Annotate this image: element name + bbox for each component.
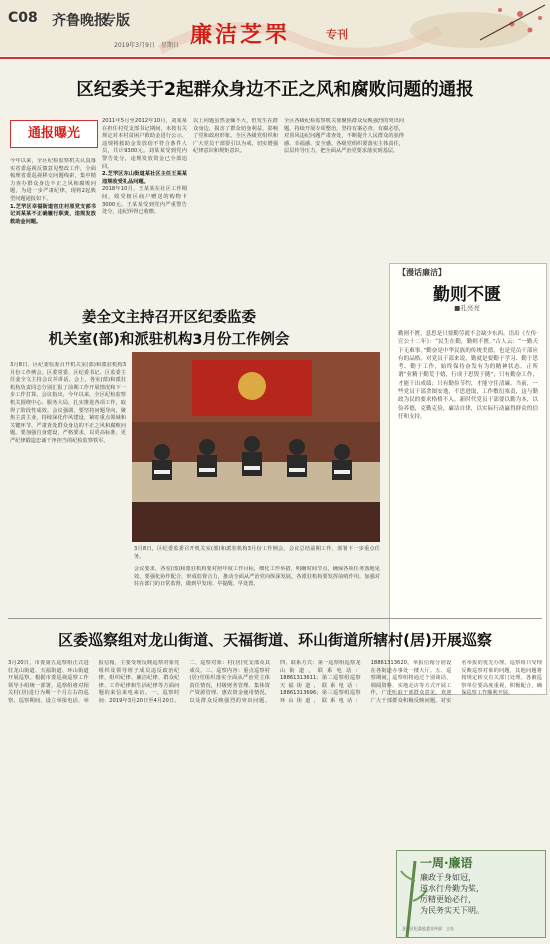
page-header: [0, 0, 550, 54]
article1-column-4: [284, 118, 404, 298]
section-name: 专版: [102, 13, 130, 29]
commentary-author: ■孔亮亮: [454, 304, 480, 312]
article1-case1-title: 1.芝罘区幸福街道官庄村原党支部书记刘某某不正确履行职责，违规发放救助金问题。: [10, 203, 96, 225]
section-divider: [8, 618, 542, 619]
commentary-body: 勤则不匮，意思是只要勤劳就不会缺少东西。语出《左传·宣公十二年》：“民生在勤，勤则不匮。”古人云：“一勤天下无难事。”勤奋是中华民族的传统美德，也是党员干部应有的品格。对党员干部来说，勤就是要勤于学习、勤于思考、勤于工作，始终保持奋发有为的精神状态。正所谓“业精于勤荒于嬉，行成于思毁于随”，只有勤奋工作，才能干出成绩；只有勤俭节约，才能守住清廉。当前，一些党员干部贪图安逸，不思进取，工作敷衍塞责，这与勤政为民的要求格格不入。新时代党员干部要以勤为本，以俭养德，克勤克俭，廉洁自律，以实际行动赢得群众的信任和支持。: [398, 331, 538, 420]
article1-case2-text: 2018年10月，王某某在社区工作期间，收受辖区商户赠送的购物卡3000元。王某某受到党内严重警告处分，违纪所得已收缴。: [102, 186, 187, 216]
article2-headline-line1: 姜全文主持召开区纪委监委: [82, 310, 256, 326]
article2-body-left-text: 3月8日，区纪委监委召开机关室(部)和派驻机构3月份工作例会。区委常委、区纪委书记、区监委主任姜全文主持会议并讲话。会上，各室(部)和派驻机构负责同志分别汇报了前期工作开展情况和下一步工作打算。会议指出，今年以来，全区纪检监察机关围绕中心、服务大局，扎实推进各项工作，取得了阶段性成效。会议强调，要坚持问题导向，聚焦主责主业，持续深化作风建设，紧盯重点领域和关键环节，严肃查处群众身边的不正之风和腐败问题。要加强自身建设，严格要求，以更高标准、更严纪律锻造忠诚干净担当的纪检监察铁军。: [10, 362, 126, 444]
column-title: 廉洁芝罘: [190, 22, 291, 48]
commentary-title: 勤则不匮: [433, 285, 501, 305]
motto-line-4: 为民务实天下明。: [420, 906, 484, 915]
article1-requirement: 全区各级纪检监察机关要聚焦群众反映强烈的突出问题，持续开展专项整治，坚持有案必查、有腐必惩，对顶风违纪问题严肃查处，不断提升人民群众的获得感、幸福感、安全感。各级党组织要落实主体责任，层层传导压力，把全面从严治党要求落实到基层。: [284, 118, 404, 155]
article3-headline: 区委巡察组对龙山街道、天福街道、环山街道所辖村(居)开展巡察: [58, 631, 492, 649]
date-line: 2019年3月9日 星期日: [114, 42, 179, 49]
article1-analysis: 以上问题虽然金额不大，但发生在群众身边，损害了群众切身利益，影响了党和政府形象。全区各级党组织和广大党员干部要引以为戒，切实增强纪律意识和规矩意识。: [193, 118, 278, 155]
bulletin-tag: 通报曝光: [10, 120, 98, 148]
meeting-photo-image: [132, 352, 380, 542]
article1-case2-title: 2.芝罘区东山街道某社区主任王某某违规收受礼品问题。: [102, 171, 187, 185]
motto-text: [420, 872, 540, 916]
article2-body-left: [10, 362, 126, 608]
top-rule: [0, 57, 550, 59]
motto-title: 一周·廉语: [420, 856, 473, 870]
article1-column-1: [10, 158, 96, 298]
main-headline: 区纪委关于2起群众身边不正之风和腐败问题的通报: [76, 80, 474, 100]
article2-headline-line2: 机关室(部)和派驻机构3月份工作例会: [48, 332, 290, 348]
paper-name: 齐鲁晚报: [52, 13, 108, 29]
article1-lead: 今年以来，全区纪检监察机关认真落实省委巡视反馈意见整改工作，全面梳理省委巡视移交问题线索，集中精力查办群众身边不正之风和腐败问题，为进一步严肃纪律，现将2起典型问题通报如下。: [10, 158, 96, 202]
commentary-tag: 【漫话廉洁】: [398, 268, 446, 277]
motto-line-2: 逆水行舟勤为桨，: [420, 884, 484, 893]
article2-headline: [14, 307, 324, 351]
page-number: C08: [8, 10, 38, 26]
meeting-photo: [132, 352, 380, 542]
article3-body-text: 3月20日，市委第五巡察组正式进驻龙山街道、天福街道、环山街道开展巡察。根据市委巡视巡察工作领导小组统一部署，巡察组将对相关村(居)进行为期一个月左右的巡察。巡察期间，设立举报电话、举报信箱，主要受理反映巡察对象党组织及领导班子成员违反政治纪律、组织纪律、廉洁纪律、群众纪律、工作纪律和生活纪律等方面问题的来信来电来访。一、巡察时间：2019年3月20日至4月20日。二、巡察对象：村(居)党支部及其成员。三、巡察内容：重点巡察村(居)党组织落实全面从严治党主体责任情况，村级财务管理、集体资产资源管理、惠农资金使用情况，以及群众反映强烈的突出问题。四、联系方式：第一巡察组巡察龙山街道，联系电话：18861313611；第二巡察组巡察天福街道，联系电话：18861313696；第三巡察组巡察环山街道，联系电话：18861313620。举报信箱分别设在各街道办事处一楼大厅。五、巡察期间，巡察组将通过个别谈话、调阅资料、实地走访等方式开展工作，广泛听取干部群众意见。欢迎广大干部群众积极反映问题，对实名举报的优先办理。巡察组只受理反映巡察对象的问题，其他问题将按规定转交有关部门处理。各被巡察单位要高度重视，积极配合，确保巡察工作顺利开展。: [8, 660, 542, 704]
motto-credit: 芝罘区纪委监委宣传部 主办: [402, 926, 454, 931]
article2-body-right: [134, 566, 380, 610]
photo-caption: 3月8日，区纪委监委召开机关室(部)和派驻机构3月份工作例会，会议总结前期工作，部署下一步重点任务。: [134, 546, 380, 560]
special-tag: 专刊: [326, 28, 348, 41]
article1-column-3: [193, 118, 278, 298]
motto-line-1: 廉政于身如冠，: [420, 873, 476, 882]
article1-column-2: [102, 118, 187, 298]
article1-case1-text: 2011年5月至2012年10月，刘某某在担任村党支部书记期间，未按有关规定对本村贫困户救助金进行公示，违规将救助金发放给不符合条件人员，共计9300元。刘某某受到党内警告处分，违规发放资金已全部追回。: [102, 118, 187, 170]
article2-body-right-text: 会议要求，各室(部)和派驻机构要对照年度工作目标，细化工作举措，明确时间节点，确保各项任务落地见效。要强化协作配合，形成监督合力，推动全面从严治党向纵深发展。各派驻机构要发挥前哨作用，加强对驻在部门的日常监督，做到早发现、早提醒、早处置。: [134, 566, 380, 588]
motto-line-3: 厉精更始必行，: [420, 895, 476, 904]
